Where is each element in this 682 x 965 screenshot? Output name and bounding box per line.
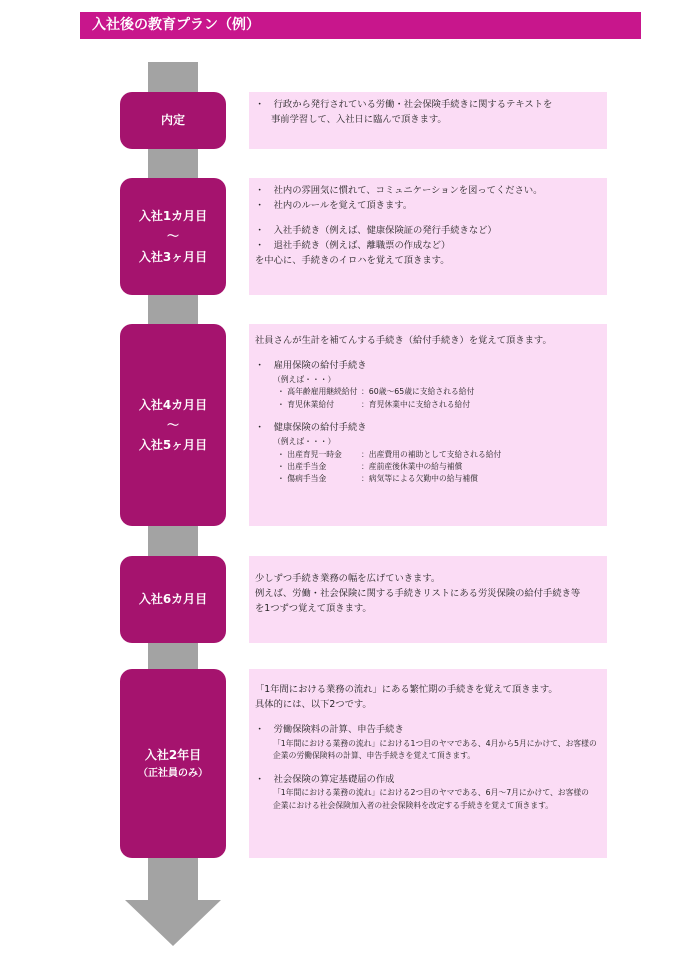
box-month4-5 [249, 324, 607, 526]
employment-title: ・ 雇用保険の給付手続き [255, 359, 367, 371]
stage-month6 [120, 556, 226, 643]
box-month1-3 [249, 178, 607, 295]
item-desc: ：病気等による欠勤中の給与補償 [361, 474, 478, 484]
list-item [255, 386, 599, 398]
box-naitei [249, 92, 607, 149]
item-desc: 企業の労働保険料の計算、申告手続きを覚えて頂きます。 [273, 751, 476, 761]
employment-eg: （例えば・・・） [273, 374, 336, 384]
item-desc: ：育児休業中に支給される給付 [361, 399, 471, 409]
item-name: ・ 出産育児一時金 [277, 449, 342, 459]
box-line: を中心に、手続きのイロハを覚えて頂きます。 [255, 254, 450, 266]
box-line: 社員さんが生計を補てんする手続き（給付手続き）を覚えて頂きます。 [255, 335, 552, 346]
stage-naitei [120, 92, 226, 149]
item-name: ・ 出産手当金 [277, 461, 327, 471]
list-item [255, 449, 599, 461]
stage-sublabel: （正社員のみ） [138, 767, 208, 779]
health-eg: （例えば・・・） [273, 437, 336, 447]
stage-label: 入社2年目 [144, 747, 202, 762]
item-desc: 「1年間における業務の流れ」における2つ目のヤマである、6月～7月にかけて、お客様の [273, 788, 589, 798]
list-item [255, 473, 599, 485]
item-title: ・ 労働保険料の計算、申告手続き [255, 723, 404, 735]
stage-year2 [120, 669, 226, 858]
stage-label-top: 入社4カ月目 [138, 397, 208, 412]
stage-label-bottom: 入社5ヶ月目 [138, 438, 208, 453]
item-desc: 「1年間における業務の流れ」における1つ目のヤマである、4月から5月にかけて、お客様の [273, 738, 597, 748]
box-line: を1つずつ覚えて頂きます。 [255, 602, 372, 614]
stage-month1-3 [120, 178, 226, 295]
box-line: 例えば、労働・社会保険に関する手続きリストにある労災保険の給付手続き等 [255, 587, 581, 599]
item-desc: ：出産費用の補助として支給される給付 [361, 449, 502, 459]
stage-month4-5 [120, 324, 226, 526]
item-desc: ：産前産後休業中の給与補償 [361, 461, 463, 471]
item-name: ・ 傷病手当金 [277, 474, 327, 484]
stage-label: 内定 [160, 113, 185, 128]
item-title: ・ 社会保険の算定基礎届の作成 [255, 773, 395, 785]
box-line: ・ 行政から発行されている労働・社会保険手続きに関するテキストを [255, 99, 553, 110]
box-line: ・ 入社手続き（例えば、健康保険証の発行手続きなど） [255, 224, 497, 236]
item-desc: 企業における社会保険加入者の社会保険料を改定する手続きを覚えて頂きます。 [273, 800, 554, 810]
stage-label-mid: ～ [166, 417, 179, 432]
item-desc: ：60歳～65歳に支給される給付 [361, 387, 475, 397]
stage-label: 入社6カ月目 [138, 592, 208, 607]
list-item [255, 461, 599, 473]
box-year2 [249, 669, 607, 858]
timeline-arrowhead [125, 900, 221, 946]
stage-label-top: 入社1カ月目 [138, 209, 208, 224]
box-line: ・ 社内のルールを覚えて頂きます。 [255, 199, 413, 211]
box-line: 具体的には、以下2つです。 [255, 698, 372, 710]
item-name: ・ 高年齢雇用継続給付 [277, 387, 358, 397]
box-line: 事前学習して、入社日に臨んで頂きます。 [271, 113, 447, 125]
list-item [255, 399, 599, 411]
item-name: ・ 育児休業給付 [277, 399, 335, 409]
stage-label-bottom: 入社3ヶ月目 [138, 249, 208, 264]
box-line: 「1年間における業務の流れ」にある繁忙期の手続きを覚えて頂きます。 [255, 684, 558, 695]
box-line: ・ 退社手続き（例えば、離職票の作成など） [255, 239, 451, 251]
box-line: 少しずつ手続き業務の幅を広げていきます。 [255, 573, 441, 584]
box-line: ・ 社内の雰囲気に慣れて、コミュニケーションを図ってください。 [255, 185, 543, 196]
page-title: 入社後の教育プラン（例） [80, 12, 641, 39]
health-title: ・ 健康保険の給付手続き [255, 422, 367, 434]
stage-label-mid: ～ [166, 229, 179, 244]
box-month6 [249, 556, 607, 643]
